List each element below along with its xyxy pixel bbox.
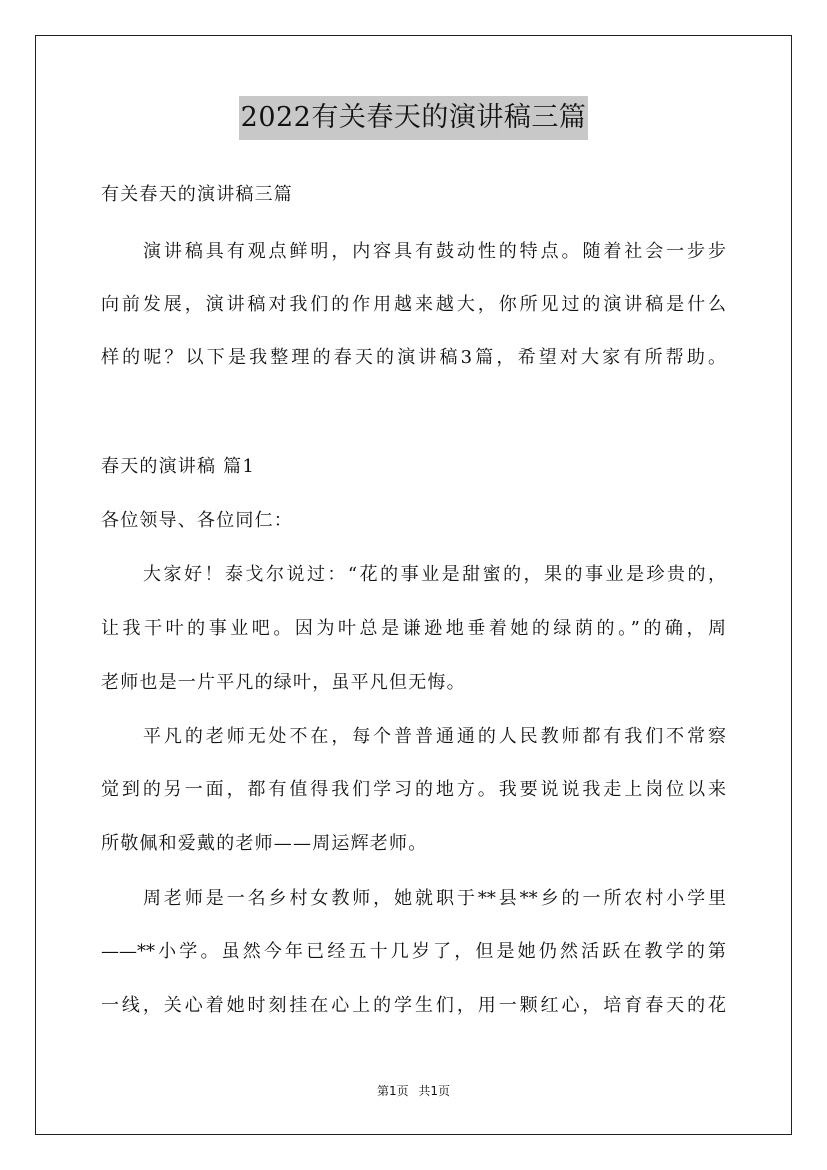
para2-line-2: 觉到的另一面，都有值得我们学习的地方。我要说说我走上岗位以来 xyxy=(101,779,726,800)
page-footer xyxy=(0,1083,827,1099)
page-total: 共1页 xyxy=(418,1084,451,1098)
intro-line-1: 演讲稿具有观点鲜明，内容具有鼓动性的特点。随着社会一步步 xyxy=(143,241,726,262)
intro-line-3: 样的呢？以下是我整理的春天的演讲稿3篇，希望对大家有所帮助。 xyxy=(101,347,726,368)
para3-line-3: 一线，关心着她时刻挂在心上的学生们，用一颗红心，培育春天的花 xyxy=(101,995,726,1016)
intro-line-2: 向前发展，演讲稿对我们的作用越来越大，你所见过的演讲稿是什么 xyxy=(101,294,726,315)
document-title: 2022有关春天的演讲稿三篇 xyxy=(239,96,589,140)
para1-line-1: 大家好！泰戈尔说过：“花的事业是甜蜜的，果的事业是珍贵的， xyxy=(143,564,726,585)
para2-line-3: 所敬佩和爱戴的老师——周运辉老师。 xyxy=(101,833,428,854)
subtitle: 有关春天的演讲稿三篇 xyxy=(101,184,293,205)
title-container xyxy=(0,96,827,140)
para1-line-3: 老师也是一片平凡的绿叶，虽平凡但无悔。 xyxy=(101,672,466,693)
para3-line-2: ——**小学。虽然今年已经五十几岁了，但是她仍然活跃在教学的第 xyxy=(101,941,726,962)
para1-line-2: 让我干叶的事业吧。因为叶总是谦逊地垂着她的绿荫的。”的确，周 xyxy=(101,618,726,639)
salutation: 各位领导、各位同仁： xyxy=(101,510,293,531)
page-number: 第1页 xyxy=(376,1084,409,1098)
section-heading: 春天的演讲稿 篇1 xyxy=(101,456,255,477)
para2-line-1: 平凡的老师无处不在，每个普普通通的人民教师都有我们不常察 xyxy=(143,726,726,747)
para3-line-1: 周老师是一名乡村女教师，她就职于**县**乡的一所农村小学里 xyxy=(143,888,726,909)
